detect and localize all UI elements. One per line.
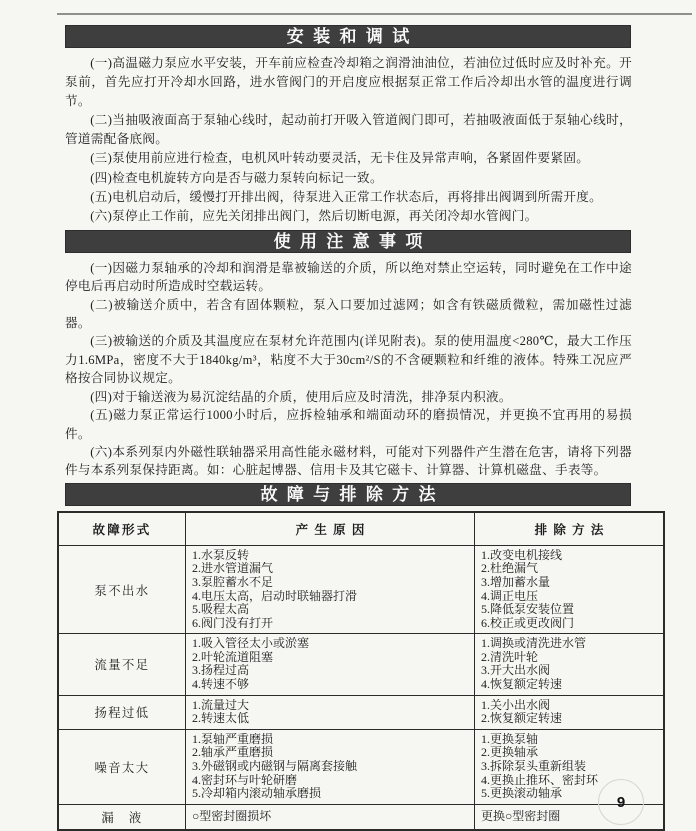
fault-type-cell: 噪音太大 bbox=[58, 729, 186, 804]
notes-paragraph: (五)磁力泵正常运行1000小时后，应拆检轴承和端面动环的磨损情况，并更换不宜再用的易损件。 bbox=[65, 408, 632, 441]
section-title-install: 安装和调试 bbox=[65, 25, 631, 48]
cause-line: 6.阀门没有打开 bbox=[192, 616, 274, 630]
cause-line: 1.水泵反转 bbox=[192, 548, 250, 562]
remedy-line: 3.开大出水阀 bbox=[481, 664, 551, 678]
install-paragraph: (五)电机启动后，缓慢打开排出阀，待泵进入正常工作状态后，再将排出阀调到所需开度。 bbox=[90, 189, 603, 204]
fault-table-row bbox=[58, 695, 664, 729]
manual-page bbox=[0, 13, 696, 826]
cause-line: 4.密封环与叶轮研磨 bbox=[192, 773, 298, 787]
cause-line: 2.转速太低 bbox=[192, 712, 250, 726]
remedy-line: 1.调换或清洗进水管 bbox=[481, 637, 587, 651]
header-cause: 产生原因 bbox=[186, 512, 475, 546]
cause-line: 3.外磁钢或内磁钢与隔离套接触 bbox=[192, 760, 358, 774]
remedy-line: 4.恢复额定转速 bbox=[481, 678, 563, 692]
fault-table-body bbox=[58, 545, 664, 830]
remedy-line: 5.降低泵安装位置 bbox=[481, 603, 575, 617]
page-number-circle bbox=[598, 779, 644, 825]
fault-table-row bbox=[58, 729, 664, 804]
notes-paragraph: (一)因磁力泵轴承的冷却和润滑是靠被输送的介质，所以绝对禁止空运转，同时避免在工作中途停电后再启动时所造成时空载运转。 bbox=[65, 260, 632, 294]
page-number: 9 bbox=[616, 793, 626, 811]
notes-paragraph: (六)本系列泵内外磁性联轴器采用高性能永磁材料，可能对下列器件产生潜在危害，请将下列器件与本系列泵保持距离。如：心脏起博器、信用卡及其它磁卡、计算器、计算机磁盘、手表等。 bbox=[65, 444, 632, 478]
remedy-line: 更换○型密封圈 bbox=[481, 810, 561, 824]
cause-cell bbox=[186, 545, 475, 634]
fault-table-row bbox=[58, 545, 664, 634]
fault-type-cell: 扬程过低 bbox=[58, 695, 186, 729]
cause-line: 5.冷却箱内滚动轴承磨损 bbox=[192, 787, 322, 801]
cause-line: 2.轴承严重磨损 bbox=[192, 746, 274, 760]
notes-paragraph: (三)被输送的介质及其温度应在泵材允许范围内(详见附表)。泵的使用温度<280℃，最大工作压力1.6MPa，密度不大于1840kg/m³，粘度不大于30cm²/S的不含硬颗粒和纤维的液体。特殊工况应严格按合同协议规定。 bbox=[65, 334, 632, 386]
remedy-line: 2.更换轴承 bbox=[481, 746, 539, 760]
header-remedy: 排除方法 bbox=[475, 512, 665, 546]
remedy-line: 2.恢复额定转速 bbox=[481, 712, 563, 726]
install-paragraph: (四)检查电机旋转方向是否与磁力泵转向标记一致。 bbox=[90, 170, 383, 185]
install-paragraph: (一)高温磁力泵应水平安装，开车前应检查冷却箱之润滑油油位，若油位过低时应及时补充。开泵前，首先应打开冷却水回路，进水管阀门的开启度应根据泵正常工作后冷却出水管的温度进行调节。 bbox=[65, 56, 632, 109]
cause-line: 2.叶轮流道阻塞 bbox=[192, 650, 274, 664]
top-divider bbox=[57, 13, 692, 15]
fault-table bbox=[57, 511, 665, 831]
remedy-cell bbox=[475, 695, 665, 729]
cause-line: 1.吸入管径太小或淤塞 bbox=[192, 637, 310, 651]
section-title-troubleshooting: 故障与排除方法 bbox=[65, 483, 631, 506]
fault-type-cell: 漏 液 bbox=[58, 804, 186, 830]
install-paragraphs bbox=[65, 54, 632, 226]
cause-line: 4.转速不够 bbox=[192, 678, 250, 692]
install-paragraph: (三)泵使用前应进行检查，电机风叶转动要灵活，无卡住及异常声响，各紧固件要紧固。 bbox=[90, 151, 590, 166]
remedy-line: 1.关小出水阀 bbox=[481, 698, 551, 712]
cause-cell bbox=[186, 634, 475, 695]
cause-cell bbox=[186, 804, 475, 830]
install-paragraph: (六)泵停止工作前，应先关闭排出阀门，然后切断电源，再关闭冷却水管阀门。 bbox=[90, 208, 538, 223]
cause-line: 2.进水管道漏气 bbox=[192, 562, 274, 576]
remedy-cell bbox=[475, 634, 665, 695]
remedy-cell bbox=[475, 545, 665, 634]
cause-line: 3.泵腔蓄水不足 bbox=[192, 575, 274, 589]
notes-paragraphs bbox=[65, 259, 632, 480]
cause-line: 1.流量过大 bbox=[192, 698, 250, 712]
remedy-line: 4.调正电压 bbox=[481, 589, 539, 603]
remedy-line: 2.清洗叶轮 bbox=[481, 650, 539, 664]
fault-type-cell: 流量不足 bbox=[58, 634, 186, 695]
remedy-line: 2.杜绝漏气 bbox=[481, 562, 539, 576]
cause-cell bbox=[186, 695, 475, 729]
cause-cell bbox=[186, 729, 475, 804]
fault-table-header bbox=[58, 512, 664, 546]
cause-line: 5.吸程太高 bbox=[192, 603, 250, 617]
install-paragraph: (二)当抽吸液面高于泵轴心线时，起动前打开吸入管道阀门即可，若抽吸液面低于泵轴心线时，管道需配备底阀。 bbox=[65, 113, 632, 147]
remedy-line: 3.拆除泵头重新组装 bbox=[481, 760, 587, 774]
notes-paragraph: (四)对于输送液为易沉淀结晶的介质，使用后应及时清洗，排净泵内积液。 bbox=[90, 389, 512, 404]
header-fault-type: 故障形式 bbox=[58, 512, 186, 546]
cause-line: ○型密封圈损坏 bbox=[192, 810, 272, 824]
section-title-notes: 使用注意事项 bbox=[65, 230, 631, 253]
fault-table-row bbox=[58, 804, 664, 830]
fault-table-row bbox=[58, 634, 664, 695]
notes-paragraph: (二)被输送介质中，若含有固体颗粒，泵入口要加过滤网；如含有铁磁质微粒，需加磁性过滤器。 bbox=[65, 297, 632, 331]
remedy-line: 3.增加蓄水量 bbox=[481, 575, 551, 589]
cause-line: 4.电压太高，启动时联轴器打滑 bbox=[192, 589, 358, 603]
remedy-line: 1.改变电机接线 bbox=[481, 548, 563, 562]
remedy-line: 1.更换泵轴 bbox=[481, 732, 539, 746]
fault-type-cell: 泵不出水 bbox=[58, 545, 186, 634]
cause-line: 3.扬程过高 bbox=[192, 664, 250, 678]
remedy-line: 5.更换滚动轴承 bbox=[481, 787, 563, 801]
cause-line: 1.泵轴严重磨损 bbox=[192, 732, 274, 746]
remedy-line: 4.更换止推环、密封环 bbox=[481, 773, 599, 787]
remedy-line: 6.校正或更改阀门 bbox=[481, 616, 575, 630]
